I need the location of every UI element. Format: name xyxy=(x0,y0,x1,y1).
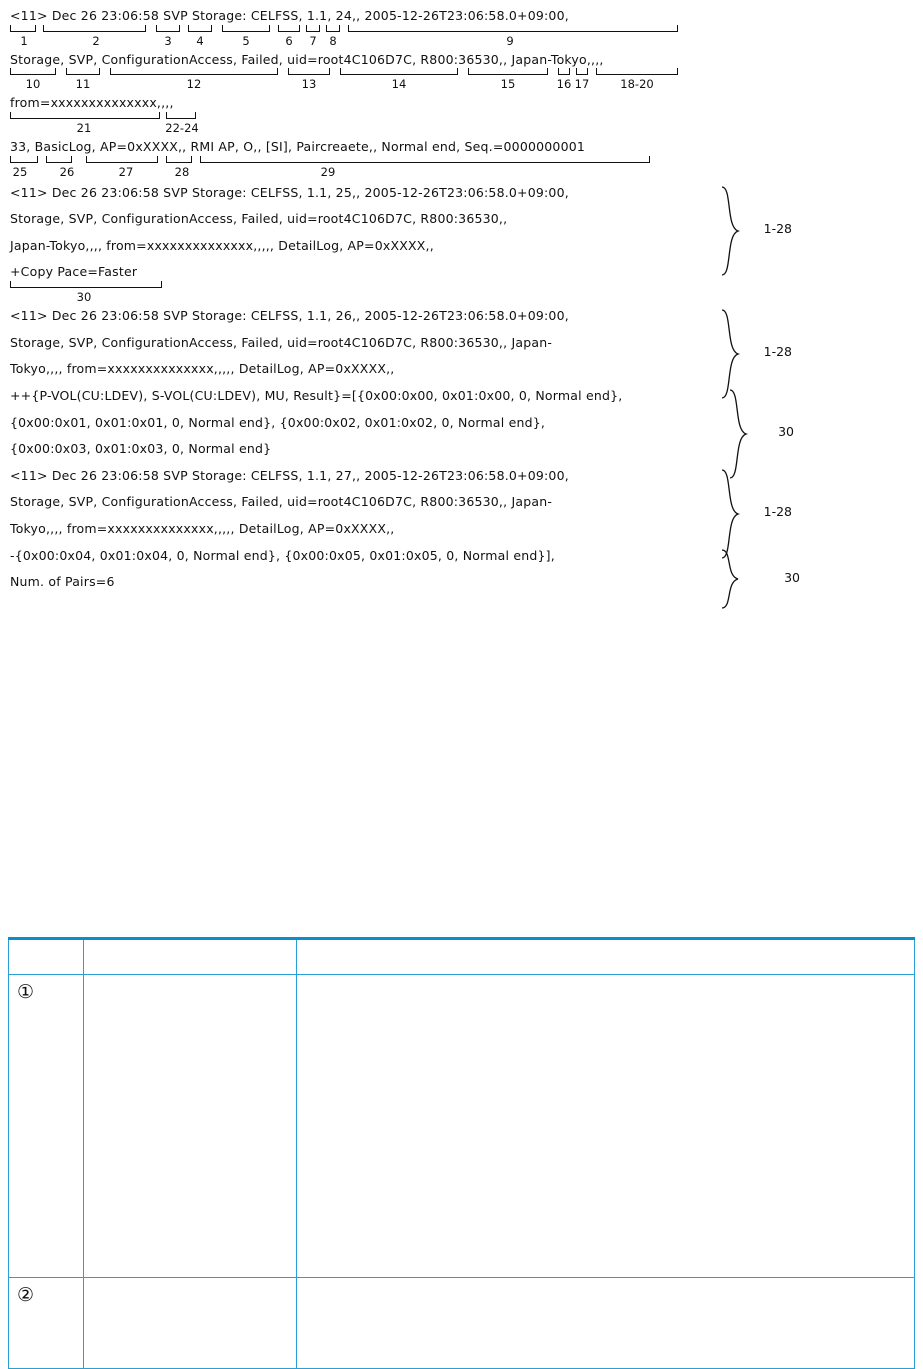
marker-ruler xyxy=(10,156,910,165)
marker-numbers: 25 26 27 28 29 xyxy=(12,164,336,179)
log-line: -{0x00:0x04, 0x01:0x04, 0, Normal end}, {0x00:0x05, 0x01:0x05, 0, Normal end}], xyxy=(10,547,555,563)
log-line: {0x00:0x03, 0x01:0x03, 0, Normal end} xyxy=(10,441,272,457)
group-brace-label: 1-28 xyxy=(763,344,792,359)
log-line: Num. of Pairs=6 xyxy=(10,574,115,590)
group-brace-label: 30 xyxy=(778,423,794,439)
log-line: Storage, SVP, ConfigurationAccess, Failed, uid=root4C106D7C, R800:36530,, Japan-Tokyo,,,, xyxy=(10,51,604,67)
log-block-3 xyxy=(10,308,910,377)
log-block-4 xyxy=(10,468,910,537)
log-block-4-detail xyxy=(10,548,910,590)
log-line: Japan-Tokyo,,,, from=xxxxxxxxxxxxxx,,,,, DetailLog, AP=0xXXXX,, xyxy=(10,237,434,253)
table-cell-name xyxy=(84,1278,297,1369)
table-cell-index: ① xyxy=(9,975,84,1278)
group-brace xyxy=(728,388,750,480)
marker-ruler xyxy=(10,112,910,121)
group-brace xyxy=(720,308,742,400)
reference-table xyxy=(8,937,915,1369)
log-line: <11> Dec 26 23:06:58 SVP Storage: CELFSS, 1.1, 27,, 2005-12-26T23:06:58.0+09:00, xyxy=(10,467,569,483)
marker-numbers: 21 22-24 xyxy=(76,120,199,135)
table-cell-index: ② xyxy=(9,1278,84,1369)
table-cell-desc xyxy=(297,939,915,975)
table-cell-name xyxy=(84,939,297,975)
log-line: <11> Dec 26 23:06:58 SVP Storage: CELFSS, 1.1, 26,, 2005-12-26T23:06:58.0+09:00, xyxy=(10,308,569,323)
group-brace xyxy=(720,468,742,560)
log-line: Storage, SVP, ConfigurationAccess, Failed, uid=root4C106D7C, R800:36530,, Japan- xyxy=(10,494,553,510)
log-line: ++{P-VOL(CU:LDEV), S-VOL(CU:LDEV), MU, Result}=[{0x00:0x00, 0x01:0x00, 0, Normal end}, xyxy=(10,387,623,403)
group-brace-label: 1-28 xyxy=(763,503,792,519)
table-row xyxy=(9,1278,915,1369)
group-brace-label: 30 xyxy=(784,569,800,585)
marker-ruler xyxy=(10,68,910,77)
log-line: Tokyo,,,, from=xxxxxxxxxxxxxx,,,,, DetailLog, AP=0xXXXX,, xyxy=(10,521,395,536)
log-line: +Copy Pace=Faster xyxy=(10,264,138,280)
log-line: <11> Dec 26 23:06:58 SVP Storage: CELFSS, 1.1, 25,, 2005-12-26T23:06:58.0+09:00, xyxy=(10,184,569,200)
log-block-3-detail xyxy=(10,388,910,457)
group-brace xyxy=(720,548,742,610)
log-line: Storage, SVP, ConfigurationAccess, Failed, uid=root4C106D7C, R800:36530,, xyxy=(10,211,508,227)
marker-ruler xyxy=(10,25,910,34)
log-line: Storage, SVP, ConfigurationAccess, Failed, uid=root4C106D7C, R800:36530,, Japan- xyxy=(10,334,553,350)
table-cell-desc xyxy=(297,1278,915,1369)
log-line: Tokyo,,,, from=xxxxxxxxxxxxxx,,,,, DetailLog, AP=0xXXXX,, xyxy=(10,361,395,377)
table-cell-name xyxy=(84,975,297,1278)
log-listing xyxy=(10,8,910,601)
marker-numbers: 10 11 12 13 14 15 16 17 18-20 xyxy=(25,77,654,92)
log-block-1 xyxy=(10,8,910,181)
group-brace-label: 1-28 xyxy=(763,220,792,236)
table-row xyxy=(9,939,915,975)
table-cell-desc xyxy=(297,975,915,1278)
table-cell-index xyxy=(9,939,84,975)
marker-ruler xyxy=(10,281,910,290)
log-line: 33, BasicLog, AP=0xXXXX,, RMI AP, O,, [SI], Paircreaete,, Normal end, Seq.=0000000001 xyxy=(10,138,586,154)
log-block-2 xyxy=(10,185,910,254)
log-line: {0x00:0x01, 0x01:0x01, 0, Normal end}, {0x00:0x02, 0x01:0x02, 0, Normal end}, xyxy=(10,414,546,430)
log-line: from=xxxxxxxxxxxxxx,,,, xyxy=(10,95,174,111)
log-block-2-extra xyxy=(10,264,910,306)
table-row xyxy=(9,975,915,1278)
log-line: <11> Dec 26 23:06:58 SVP Storage: CELFSS, 1.1, 24,, 2005-12-26T23:06:58.0+09:00, xyxy=(10,8,569,23)
marker-numbers: 1 2 3 4 5 6 7 8 9 xyxy=(20,33,514,48)
group-brace xyxy=(720,185,742,277)
marker-numbers: 30 xyxy=(76,290,92,304)
